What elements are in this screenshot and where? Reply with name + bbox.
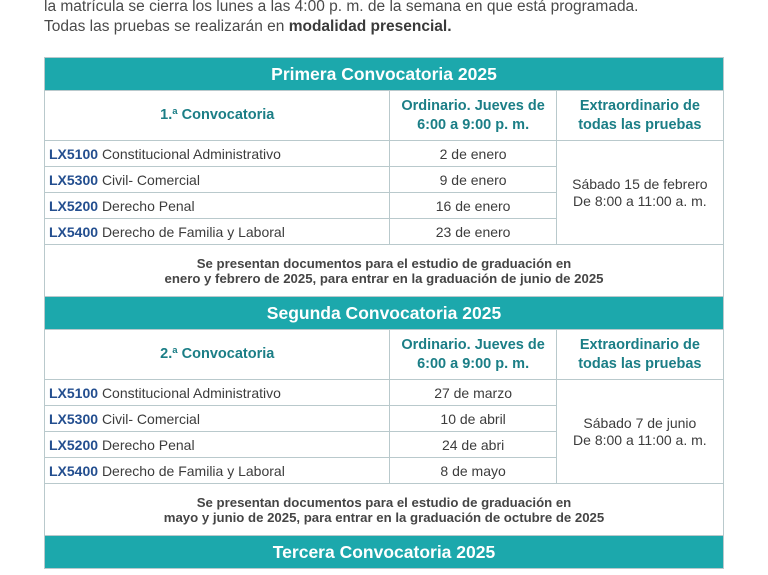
intro-line-2-prefix: Todas las pruebas se realizarán en [44, 18, 289, 35]
course-name: Derecho Penal [101, 436, 195, 453]
block-title: Tercera Convocatoria 2025 [45, 536, 724, 569]
block-banner [45, 58, 724, 91]
course-code: LX5300 [49, 171, 99, 188]
graduation-note-line2: enero y febrero de 2025, para entrar en la graduación de junio de 2025 [164, 270, 604, 286]
header-ordinario-line1: Ordinario. Jueves de [401, 336, 545, 353]
course-cell [45, 193, 390, 219]
schedule-table [44, 57, 724, 569]
block-title: Primera Convocatoria 2025 [45, 58, 724, 91]
graduation-note-line2: mayo y junio de 2025, para entrar en la graduación de octubre de 2025 [163, 509, 605, 525]
course-name: Constitucional Administrativo [101, 384, 281, 401]
course-cell [45, 432, 390, 458]
course-name: Civil- Comercial [101, 410, 200, 427]
exam-date: 24 de abri [390, 432, 556, 458]
table-row [45, 141, 724, 167]
exam-date: 2 de enero [390, 141, 556, 167]
graduation-note [45, 245, 724, 297]
block-banner [45, 536, 724, 569]
course-code: LX5100 [49, 384, 99, 401]
extraordinary-date: Sábado 15 de febrero [572, 175, 708, 192]
extraordinary-cell [556, 141, 723, 245]
course-cell [45, 406, 390, 432]
exam-date: 27 de marzo [390, 380, 556, 406]
graduation-note-line1: Se presentan documentos para el estudio de graduación en [196, 255, 572, 271]
table-row [45, 380, 724, 406]
course-cell [45, 141, 390, 167]
header-convocatoria: 2.ª Convocatoria [45, 330, 390, 380]
header-extraordinario-line1: Extraordinario de [579, 97, 700, 114]
exam-date: 10 de abril [390, 406, 556, 432]
course-cell [45, 458, 390, 484]
graduation-note-line1: Se presentan documentos para el estudio de graduación en [196, 494, 572, 510]
exam-date: 16 de enero [390, 193, 556, 219]
course-name: Constitucional Administrativo [101, 145, 281, 162]
course-cell [45, 380, 390, 406]
course-code: LX5400 [49, 223, 99, 240]
graduation-note [45, 484, 724, 536]
extraordinary-time: De 8:00 a 11:00 a. m. [573, 431, 707, 448]
block-header-row [45, 330, 724, 380]
header-extraordinario-line1: Extraordinario de [579, 336, 700, 353]
extraordinary-cell [556, 380, 723, 484]
graduation-note-row [45, 245, 724, 297]
course-name: Derecho de Familia y Laboral [101, 223, 285, 240]
course-code: LX5100 [49, 145, 99, 162]
intro-line-2-bold: modalidad presencial. [288, 18, 452, 35]
course-code: LX5200 [49, 197, 99, 214]
header-extraordinario-line2: todas las pruebas [578, 116, 702, 133]
block-header-row [45, 91, 724, 141]
block-title: Segunda Convocatoria 2025 [45, 297, 724, 330]
course-code: LX5200 [49, 436, 99, 453]
course-cell [45, 167, 390, 193]
header-convocatoria: 1.ª Convocatoria [45, 91, 390, 141]
course-code: LX5400 [49, 462, 99, 479]
exam-date: 23 de enero [390, 219, 556, 245]
intro-line-2 [44, 17, 744, 37]
course-name: Civil- Comercial [101, 171, 200, 188]
exam-date: 8 de mayo [390, 458, 556, 484]
header-ordinario-line2: 6:00 a 9:00 p. m. [417, 355, 530, 372]
header-ordinario-line2: 6:00 a 9:00 p. m. [417, 116, 530, 133]
header-extraordinario [556, 330, 723, 380]
header-ordinario-line1: Ordinario. Jueves de [401, 97, 545, 114]
header-ordinario [390, 330, 556, 380]
extraordinary-time: De 8:00 a 11:00 a. m. [573, 192, 707, 209]
header-extraordinario [556, 91, 723, 141]
graduation-note-row [45, 484, 724, 536]
intro-text [44, 0, 744, 37]
course-name: Derecho Penal [101, 197, 195, 214]
extraordinary-date: Sábado 7 de junio [583, 414, 697, 431]
header-extraordinario-line2: todas las pruebas [578, 355, 702, 372]
course-cell [45, 219, 390, 245]
exam-date: 9 de enero [390, 167, 556, 193]
course-code: LX5300 [49, 410, 99, 427]
intro-line-1: la matrícula se cierra los lunes a las 4:00 p. m. de la semana en que está programada. [44, 0, 639, 15]
header-ordinario [390, 91, 556, 141]
block-banner [45, 297, 724, 330]
course-name: Derecho de Familia y Laboral [101, 462, 285, 479]
